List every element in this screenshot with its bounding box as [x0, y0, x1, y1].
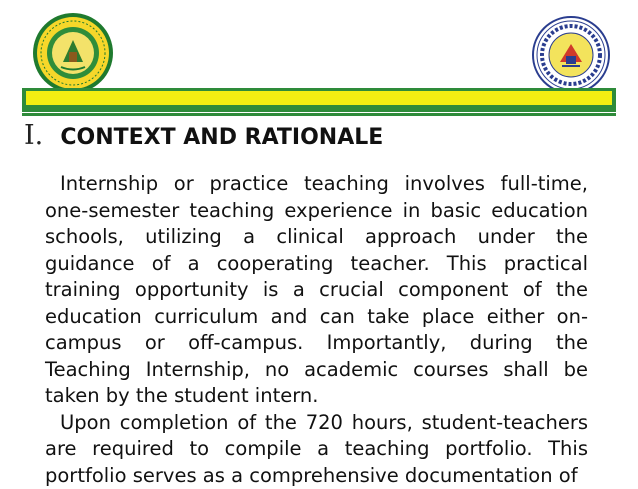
section-heading [24, 120, 614, 154]
body-content [45, 171, 588, 489]
university-logo [32, 12, 114, 94]
paragraph: Upon completion of the 720 hours, student-teachers are required to compile a teaching portfolio. This portfolio serves as a comprehensive documentation of [45, 410, 588, 489]
university-seal-icon [32, 12, 114, 94]
header-band [22, 88, 616, 116]
college-seal-icon [532, 16, 610, 94]
paragraph: Internship or practice teaching involves full-time, one-semester teaching experience in basic education schools, utilizing a clinical approach under the guidance of a cooperating teacher. This practical training opportunity is a crucial component of the education curriculum and can take place either on-campus or off-campus. Importantly, during the Teaching Internship, no academic courses shall be taken by the student intern. [45, 171, 588, 410]
college-logo [532, 16, 610, 94]
band-underline [22, 113, 616, 116]
band-yellow-stripe [26, 91, 612, 105]
section-title: CONTEXT AND RATIONALE [60, 125, 383, 150]
section-number: I. [24, 120, 43, 151]
